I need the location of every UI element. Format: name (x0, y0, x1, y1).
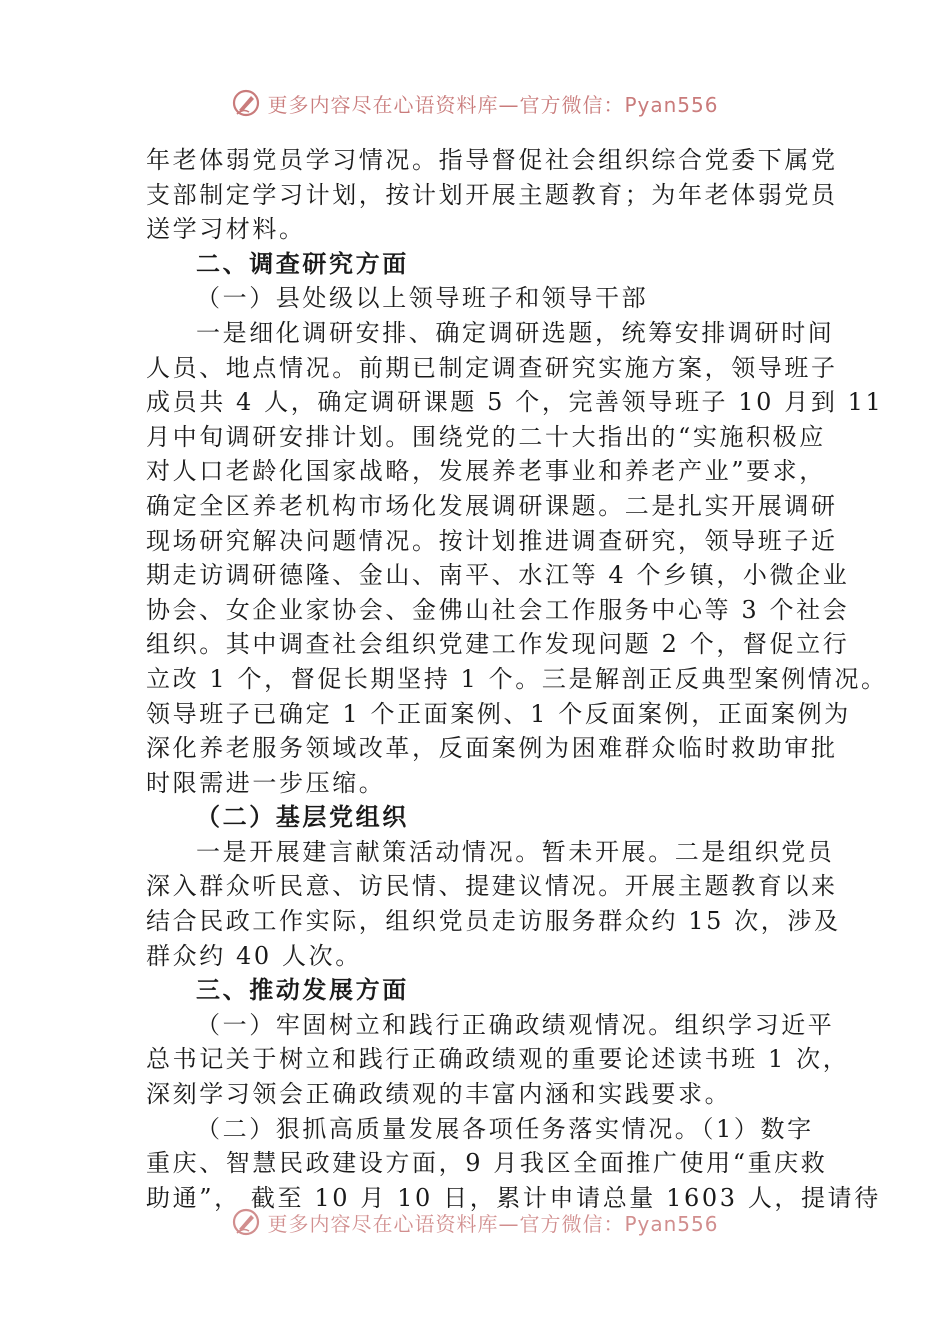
paragraph-line: 群众约 40 人次。 (146, 941, 362, 970)
paragraph-line: 深化养老服务领域改革，反面案例为困难群众临时救助审批 (146, 734, 838, 763)
paragraph-line: 组织。其中调查社会组织党建工作发现问题 2 个，督促立行 (146, 630, 850, 659)
paragraph-line: （一）牢固树立和践行正确政绩观情况。组织学习近平 (196, 1010, 835, 1039)
watermark-header (0, 88, 950, 118)
paragraph-line: 领导班子已确定 1 个正面案例、1 个反面案例，正面案例为 (146, 699, 851, 728)
pen-circle-logo-icon (231, 88, 261, 118)
document-body (146, 143, 888, 1215)
section-heading: 三、推动发展方面 (196, 975, 409, 1005)
paragraph-line: 助通”， 截至 10 月 10 日，累计申请总量 1603 人，提请待 (146, 1183, 881, 1212)
paragraph-line: 月中旬调研安排计划。围绕党的二十大指出的“实施积极应 (146, 422, 826, 451)
paragraph-line: 深刻学习领会正确政绩观的丰富内涵和实践要求。 (146, 1080, 732, 1109)
paragraph-line: 重庆、智慧民政建设方面，9 月我区全面推广使用“重庆救 (146, 1149, 828, 1178)
paragraph-line: （二）狠抓高质量发展各项任务落实情况。（1）数字 (196, 1114, 814, 1143)
paragraph-line: 期走访调研德隆、金山、南平、水江等 4 个乡镇，小微企业 (146, 561, 850, 590)
paragraph-line: 现场研究解决问题情况。按计划推进调查研究，领导班子近 (146, 526, 838, 555)
paragraph-line: 结合民政工作实际，组织党员走访服务群众约 15 次，涉及 (146, 907, 841, 936)
paragraph-line: 年老体弱党员学习情况。指导督促社会组织综合党委下属党 (146, 146, 838, 174)
paragraph-line: 一是开展建言献策活动情况。暂未开展。二是组织党员 (196, 837, 835, 866)
watermark-footer (0, 1207, 950, 1237)
section-heading: （二）基层党组织 (196, 802, 409, 832)
paragraph-line: 深入群众听民意、访民情、提建议情况。开展主题教育以来 (146, 872, 838, 901)
paragraph-line: 人员、地点情况。前期已制定调查研究实施方案，领导班子 (146, 353, 838, 382)
paragraph-line: 对人口老龄化国家战略，发展养老事业和养老产业”要求， (146, 457, 826, 486)
paragraph-line: 送学习材料。 (146, 215, 306, 244)
section-heading: 二、调查研究方面 (196, 248, 409, 278)
paragraph-line: 一是细化调研安排、确定调研选题，统筹安排调研时间 (196, 318, 835, 347)
watermark-text: 更多内容尽在心语资料库—官方微信：Pyan556 (267, 1211, 719, 1236)
paragraph-line: 总书记关于树立和践行正确政绩观的重要论述读书班 1 次， (146, 1045, 850, 1074)
paragraph-line: 立改 1 个，督促长期坚持 1 个。三是解剖正反典型案例情况。 (146, 664, 888, 693)
paragraph-line: 时限需进一步压缩。 (146, 768, 386, 797)
paragraph-line: 成员共 4 人，确定调研课题 5 个，完善领导班子 10 月到 11 (146, 388, 884, 417)
pen-circle-logo-icon (231, 1207, 261, 1237)
paragraph-line: （一）县处级以上领导班子和领导干部 (196, 284, 649, 313)
paragraph-line: 协会、女企业家协会、金佛山社会工作服务中心等 3 个社会 (146, 595, 850, 624)
paragraph-line: 支部制定学习计划，按计划开展主题教育；为年老体弱党员 (146, 180, 838, 209)
watermark-text: 更多内容尽在心语资料库—官方微信：Pyan556 (267, 92, 719, 117)
paragraph-line: 确定全区养老机构市场化发展调研课题。二是扎实开展调研 (146, 491, 838, 520)
